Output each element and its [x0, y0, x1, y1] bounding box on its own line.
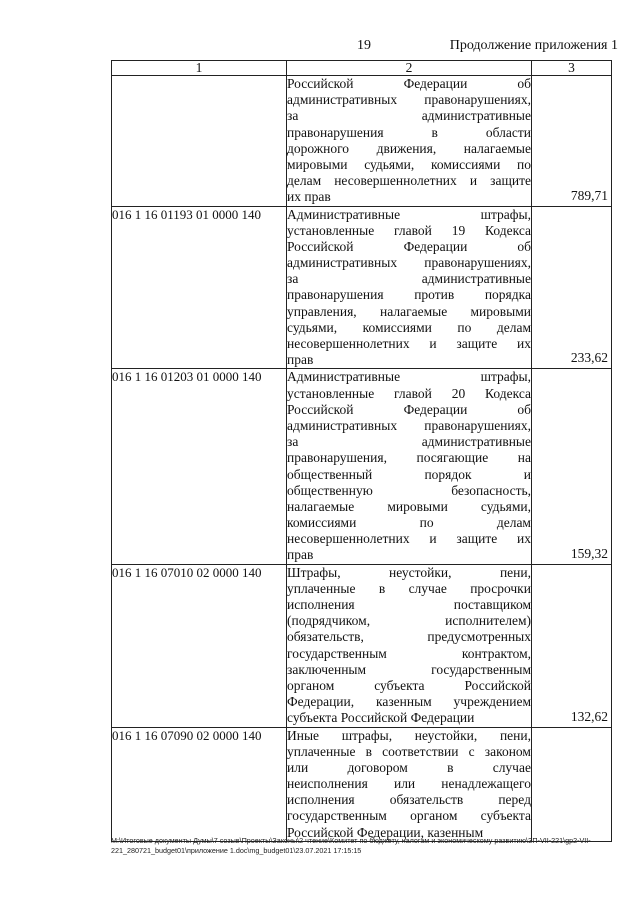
description-line: государственным органом субъекта	[287, 808, 531, 824]
budget-code-cell: 016 1 16 07090 02 0000 140	[112, 727, 287, 841]
description-line: мировыми судьями, комиссиями по	[287, 156, 531, 172]
description-line: прав	[287, 352, 314, 368]
description-line: Российской Федерации об	[287, 238, 531, 254]
description-cell	[287, 369, 532, 564]
description-line: Российской Федерации об	[287, 76, 531, 91]
description-line: несовершеннолетних и защите их	[287, 336, 531, 351]
description-line: Российской Федерации об	[287, 401, 531, 417]
amount-cell: 789,71	[532, 76, 612, 207]
budget-code-cell	[112, 76, 287, 207]
description-line: за административные	[287, 271, 531, 287]
column-header-3: 3	[532, 61, 612, 76]
description-cell	[287, 206, 532, 369]
column-header-2: 2	[287, 61, 532, 76]
description-line: комиссиями по делам	[287, 515, 531, 531]
amount-cell	[532, 727, 612, 841]
amount-cell: 132,62	[532, 564, 612, 727]
description-line: делам несовершеннолетних и защите	[287, 173, 531, 189]
description-line: за административные	[287, 108, 531, 124]
description-line: Иные штрафы, неустойки, пени,	[287, 727, 531, 743]
amount-cell: 159,32	[532, 369, 612, 564]
file-path-footer	[111, 836, 616, 856]
description-cell	[287, 76, 532, 207]
description-line: Федерации, казенным учреждением	[287, 694, 531, 710]
description-line: административных правонарушениях,	[287, 417, 531, 433]
description-line: за административные	[287, 434, 531, 450]
description-line: Российской Федерации, казенным	[287, 824, 484, 840]
page-header	[0, 38, 640, 58]
column-header-row	[112, 61, 612, 76]
description-line: правонарушения в области	[287, 124, 531, 140]
file-path-line-2: 221_280721_budget01\приложение 1.doc\mg_budget01\23.07.2021 17:15:15	[111, 846, 362, 855]
description-line: неисполнения или ненадлежащего	[287, 776, 531, 792]
description-line: государственным контрактом,	[287, 645, 531, 661]
description-line: дорожного движения, налагаемые	[287, 140, 531, 156]
description-line: установленные главой 20 Кодекса	[287, 385, 531, 401]
description-line: Административные штрафы,	[287, 206, 531, 222]
description-line: управления, налагаемые мировыми	[287, 303, 531, 319]
description-line: общественную безопасность,	[287, 482, 531, 498]
description-line: общественный порядок и	[287, 466, 531, 482]
description-line: судьями, комиссиями по делам	[287, 319, 531, 335]
description-line: Штрафы, неустойки, пени,	[287, 564, 531, 580]
description-line: установленные главой 19 Кодекса	[287, 222, 531, 238]
description-cell	[287, 564, 532, 727]
page-number: 19	[357, 38, 371, 53]
description-line: налагаемые мировыми судьями,	[287, 498, 531, 514]
budget-table	[111, 60, 612, 842]
budget-code-cell: 016 1 16 01193 01 0000 140	[112, 206, 287, 369]
description-line: административных правонарушениях,	[287, 92, 531, 108]
table-row	[112, 76, 612, 207]
description-line: заключенным государственным	[287, 661, 531, 677]
description-line: исполнения поставщиком	[287, 597, 531, 612]
description-cell	[287, 727, 532, 841]
description-line: несовершеннолетних и защите их	[287, 531, 531, 547]
description-line: обязательств, предусмотренных	[287, 629, 531, 645]
column-header-1: 1	[112, 61, 287, 76]
description-line: правонарушения против порядка	[287, 287, 531, 303]
table-row	[112, 369, 612, 564]
description-line: (подрядчиком, исполнителем)	[287, 613, 531, 629]
description-line: субъекта Российской Федерации	[287, 710, 475, 726]
description-line: их прав	[287, 189, 331, 205]
description-line: правонарушения, посягающие на	[287, 450, 531, 466]
description-line: или договором в случае	[287, 759, 531, 775]
description-line: уплаченные в соответствии с законом	[287, 743, 531, 759]
amount-cell: 233,62	[532, 206, 612, 369]
table-row	[112, 727, 612, 841]
description-line: уплаченные в случае просрочки	[287, 580, 531, 596]
file-path-line-1: М:\Итоговые документы Думы\7 созыв\Проекты\Законы\2 чтение\Комитет по бюджету, налогам и экономическому развитию\ЗП-VII-221\gp2-VII-	[111, 836, 591, 845]
description-line: прав	[287, 547, 314, 563]
budget-code-cell: 016 1 16 07010 02 0000 140	[112, 564, 287, 727]
table-row	[112, 564, 612, 727]
description-line: Административные штрафы,	[287, 369, 531, 385]
description-line: административных правонарушениях,	[287, 255, 531, 271]
table-row	[112, 206, 612, 369]
continuation-label: Продолжение приложения 1	[449, 38, 618, 53]
budget-code-cell: 016 1 16 01203 01 0000 140	[112, 369, 287, 564]
description-line: органом субъекта Российской	[287, 677, 531, 693]
description-line: исполнения обязательств перед	[287, 792, 531, 808]
